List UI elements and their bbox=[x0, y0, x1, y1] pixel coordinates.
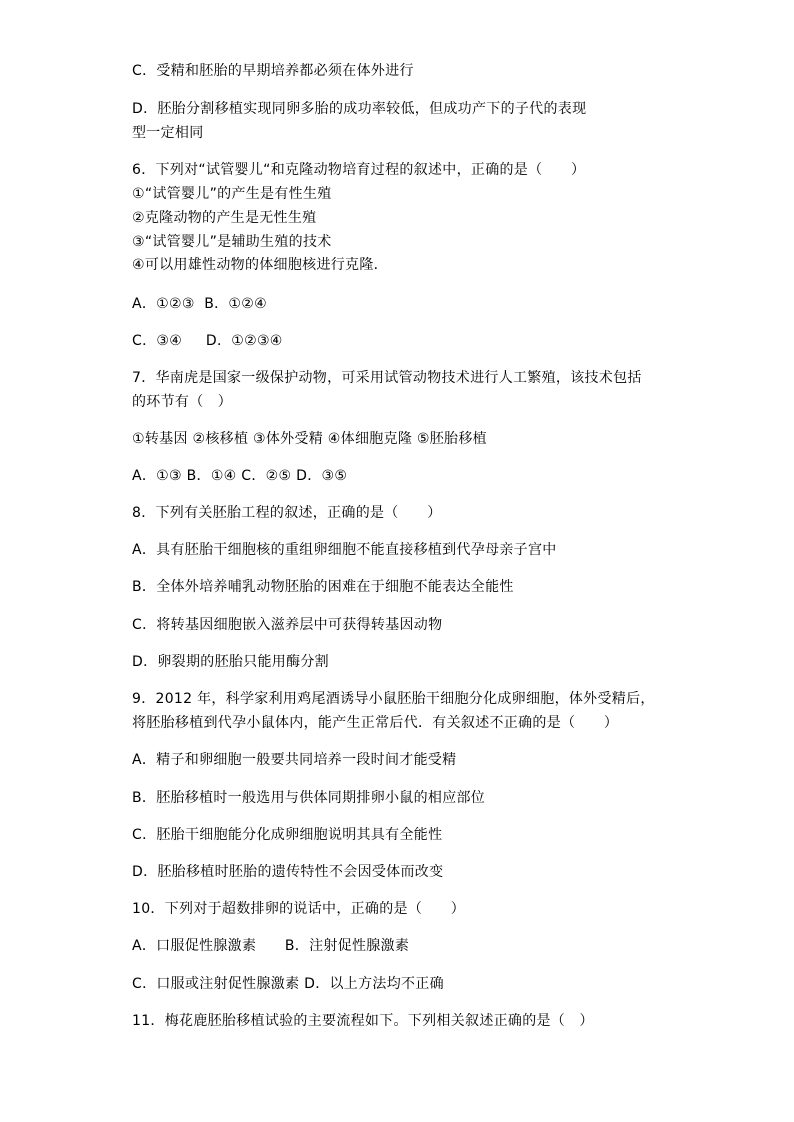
question-6: 6．下列对“试管婴儿“和克隆动物培育过程的叙述中，正确的是（ ） bbox=[132, 162, 586, 178]
q9-option-b: B．胚胎移植时一般选用与供体同期排卵小鼠的相应部位 bbox=[132, 790, 486, 806]
q6-statement-3: ③“试管婴儿”是辅助生殖的技术 bbox=[132, 234, 332, 250]
q8-option-a: A．具有胚胎干细胞核的重组卵细胞不能直接移植到代孕母亲子宫中 bbox=[132, 542, 557, 558]
q6-options-cd: C．③④ D．①②③④ bbox=[132, 333, 283, 349]
q9-option-c: C．胚胎干细胞能分化成卵细胞说明其具有全能性 bbox=[132, 827, 443, 843]
question-11: 11．梅花鹿胚胎移植试验的主要流程如下。下列相关叙述正确的是（ ） bbox=[132, 1013, 594, 1029]
question-7: 7．华南虎是国家一级保护动物，可采用试管动物技术进行人工繁殖，该技术包括 bbox=[132, 370, 642, 386]
q6-options-ab: A．①②③ B．①②④ bbox=[132, 296, 267, 312]
q8-option-b: B．全体外培养哺乳动物胚胎的困难在于细胞不能表达全能性 bbox=[132, 579, 514, 595]
q8-option-d: D．卵裂期的胚胎只能用酶分割 bbox=[132, 654, 329, 670]
q7-options: A．①③ B．①④ C．②⑤ D．③⑤ bbox=[132, 468, 348, 484]
q8-option-c: C．将转基因细胞嵌入滋养层中可获得转基因动物 bbox=[132, 617, 443, 633]
question-9-cont: 将胚胎移植到代孕小鼠体内，能产生正常后代．有关叙述不正确的是（ ） bbox=[132, 715, 619, 731]
q9-option-a: A．精子和卵细胞一般要共同培养一段时间才能受精 bbox=[132, 752, 457, 768]
option-d-q5: D．胚胎分割移植实现同卵多胎的成功率较低，但成功产下的子代的表现 bbox=[132, 101, 587, 117]
q6-statement-4: ④可以用雄性动物的体细胞核进行克隆． bbox=[132, 257, 388, 273]
q10-options-ab: A．口服促性腺激素 B．注射促性腺激素 bbox=[132, 938, 410, 954]
question-9: 9．2012 年，科学家利用鸡尾酒诱导小鼠胚胎干细胞分化成卵细胞，体外受精后， bbox=[132, 691, 655, 707]
question-10: 10．下列对于超数排卵的说话中，正确的是（ ） bbox=[132, 901, 466, 917]
q10-options-cd: C．口服或注射促性腺激素 D．以上方法均不正确 bbox=[132, 976, 444, 992]
q6-statement-1: ①“试管婴儿”的产生是有性生殖 bbox=[132, 186, 332, 202]
question-7-cont: 的环节有（ ） bbox=[132, 394, 233, 410]
q9-option-d: D．胚胎移植时胚胎的遗传特性不会因受体而改变 bbox=[132, 864, 444, 880]
q6-statement-2: ②克隆动物的产生是无性生殖 bbox=[132, 210, 317, 226]
q7-statements: ①转基因 ②核移植 ③体外受精 ④体细胞克隆 ⑤胚胎移植 bbox=[132, 431, 487, 447]
option-d-q5-cont: 型一定相同 bbox=[132, 125, 204, 141]
option-c-q5: C．受精和胚胎的早期培养都必须在体外进行 bbox=[132, 63, 414, 79]
question-8: 8．下列有关胚胎工程的叙述，正确的是（ ） bbox=[132, 505, 442, 521]
